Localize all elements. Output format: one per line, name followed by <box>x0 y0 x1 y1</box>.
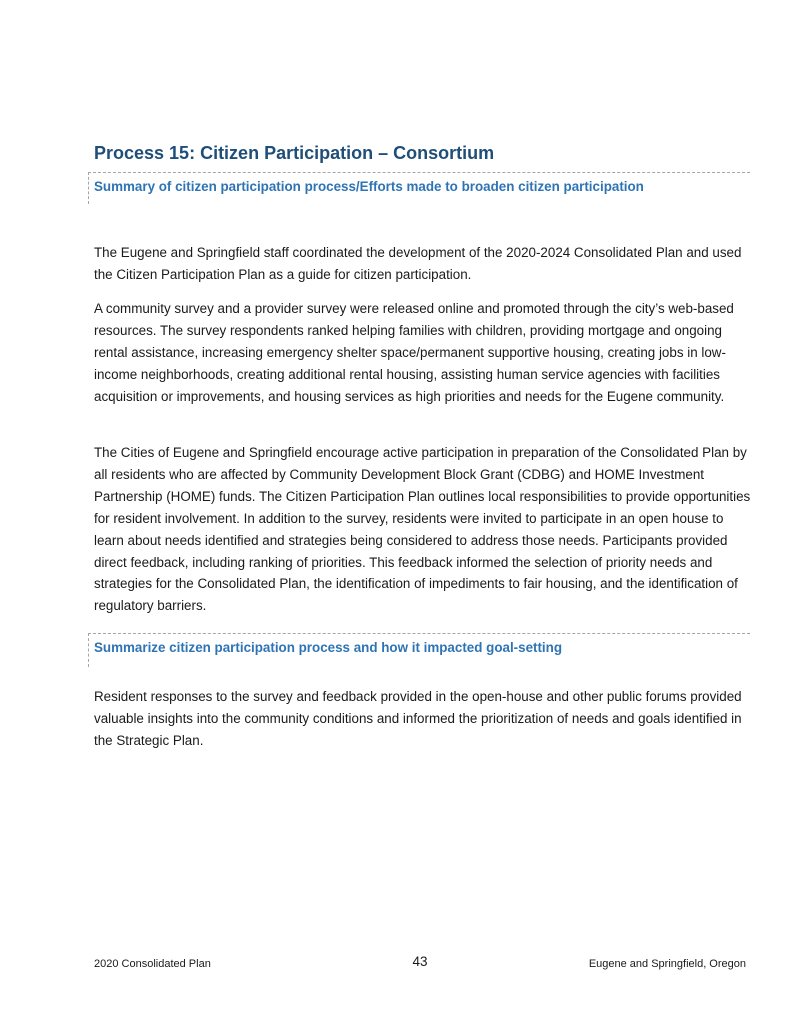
section-heading-goal-setting: Summarize citizen participation process and how it impacted goal-setting <box>94 640 563 655</box>
section-summary-box <box>88 172 750 204</box>
paragraph-resident-responses: Resident responses to the survey and feedback provided in the open-house and other public forums provided valuable insights into the community conditions and informed the prioritization of needs and goals identified in the Strategic Plan. <box>94 689 742 748</box>
footer-jurisdiction: Eugene and Springfield, Oregon <box>588 958 746 970</box>
section-heading-summary: Summary of citizen participation process/Efforts made to broaden citizen participation <box>94 179 644 194</box>
paragraph-staff-coordination: The Eugene and Springfield staff coordinated the development of the 2020-2024 Consolidated Plan and used the Citizen Participation Plan as a guide for citizen participation. <box>94 245 742 282</box>
section-goal-setting-box <box>88 633 750 667</box>
page-footer <box>94 955 746 975</box>
footer-document-name: 2020 Consolidated Plan <box>94 958 211 970</box>
page-title: Process 15: Citizen Participation – Consortium <box>94 143 495 163</box>
page-number: 43 <box>412 954 428 969</box>
paragraph-community-survey: A community survey and a provider survey were released online and promoted through the city’s web-based resources. The survey respondents ranked helping families with children, providing mortgage and ongoing rental assistance, increasing emergency shelter space/permanent supportive housing, creating jobs in low-income neighborhoods, creating additional rental housing, assisting human service agencies with facilities acquisition or improvements, and housing services as high priorities and needs for the Eugene community. <box>94 301 734 404</box>
paragraph-active-participation: The Cities of Eugene and Springfield encourage active participation in preparation of the Consolidated Plan by all residents who are affected by Community Development Block Grant (CDBG) and HOME Investment Partnership (HOME) funds. The Citizen Participation Plan outlines local responsibilities to provide opportunities for resident involvement. In addition to the survey, residents were invited to participate in an open house to learn about needs identified and strategies being considered to address those needs. Participants provided direct feedback, including ranking of priorities. This feedback informed the selection of priority needs and strategies for the Consolidated Plan, the identification of impediments to fair housing, and the identification of regulatory barriers. <box>94 445 751 614</box>
